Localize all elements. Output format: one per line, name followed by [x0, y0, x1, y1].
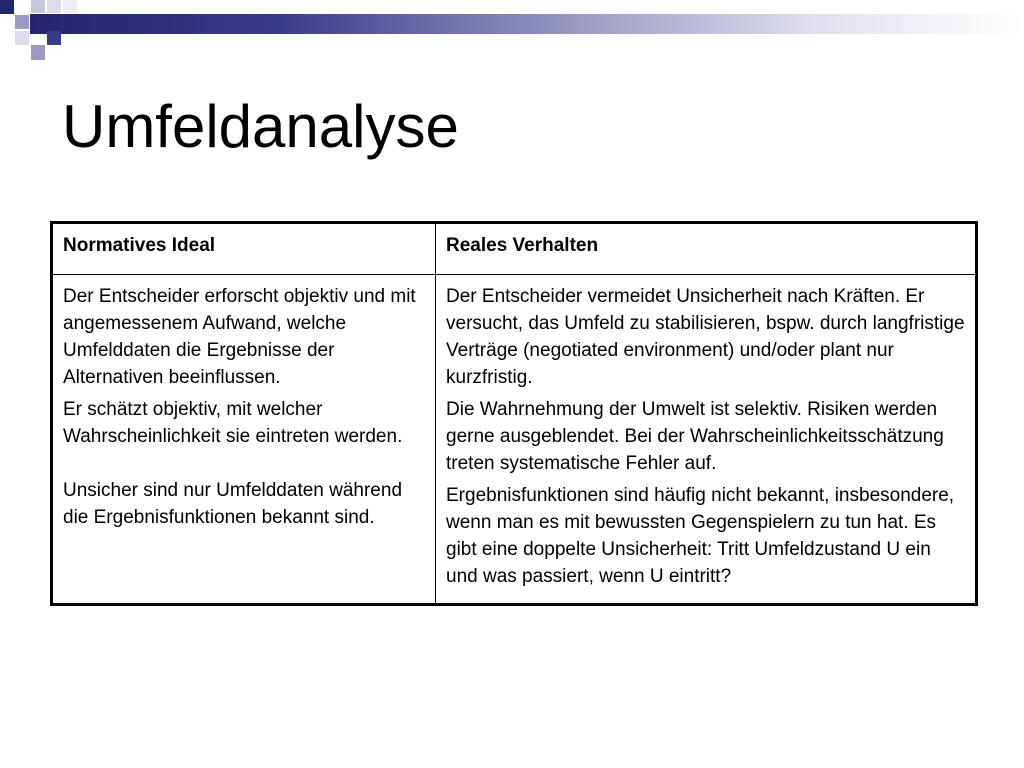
- decorative-square: [47, 0, 61, 13]
- cell-paragraph: Der Entscheider vermeidet Unsicherheit nach Kräften. Er versucht, das Umfeld zu stabilisieren, bspw. durch langfristige Verträge (negotiated environment) und/oder plant nur kurzfristig.: [446, 286, 965, 388]
- cell-paragraph: Der Entscheider erforscht objektiv und mit angemessenem Aufwand, welche Umfelddaten die Ergebnisse der Alternativen beeinflussen.: [63, 286, 416, 388]
- cell-paragraph: Unsicher sind nur Umfelddaten während die Ergebnisfunktionen bekannt sind.: [63, 480, 403, 528]
- cell-paragraph: Er schätzt objektiv, mit welcher Wahrscheinlichkeit sie eintreten werden.: [63, 399, 403, 447]
- table-header-row: [52, 223, 977, 275]
- decorative-square: [15, 15, 29, 29]
- table-row: [52, 275, 977, 605]
- header-reales-verhalten: Reales Verhalten: [436, 223, 977, 275]
- decorative-square: [63, 0, 77, 13]
- cell-normatives-ideal: [52, 275, 436, 605]
- cell-paragraph: Ergebnisfunktionen sind häufig nicht bekannt, insbesondere, wenn man es mit bewussten Gegenspielern zu tun hat. Es gibt eine doppelte Unsicherheit: Tritt Umfeldzustand U ein und was passiert, wenn U eintritt?: [446, 485, 955, 587]
- cell-reales-verhalten: [436, 275, 977, 605]
- decorative-square: [31, 45, 45, 60]
- decorative-square: [31, 0, 45, 13]
- cell-paragraph: Die Wahrnehmung der Umwelt ist selektiv. Risiken werden gerne ausgeblendet. Bei der Wahrscheinlichkeitsschätzung treten systematische Fehler auf.: [446, 399, 944, 474]
- decorative-square: [47, 31, 61, 45]
- decorative-square: [15, 31, 29, 45]
- header-normatives-ideal: Normatives Ideal: [52, 223, 436, 275]
- slide-title: Umfeldanalyse: [62, 93, 459, 160]
- decorative-square: [0, 0, 14, 14]
- comparison-table: [50, 221, 978, 606]
- decorative-header-band: [30, 14, 1024, 34]
